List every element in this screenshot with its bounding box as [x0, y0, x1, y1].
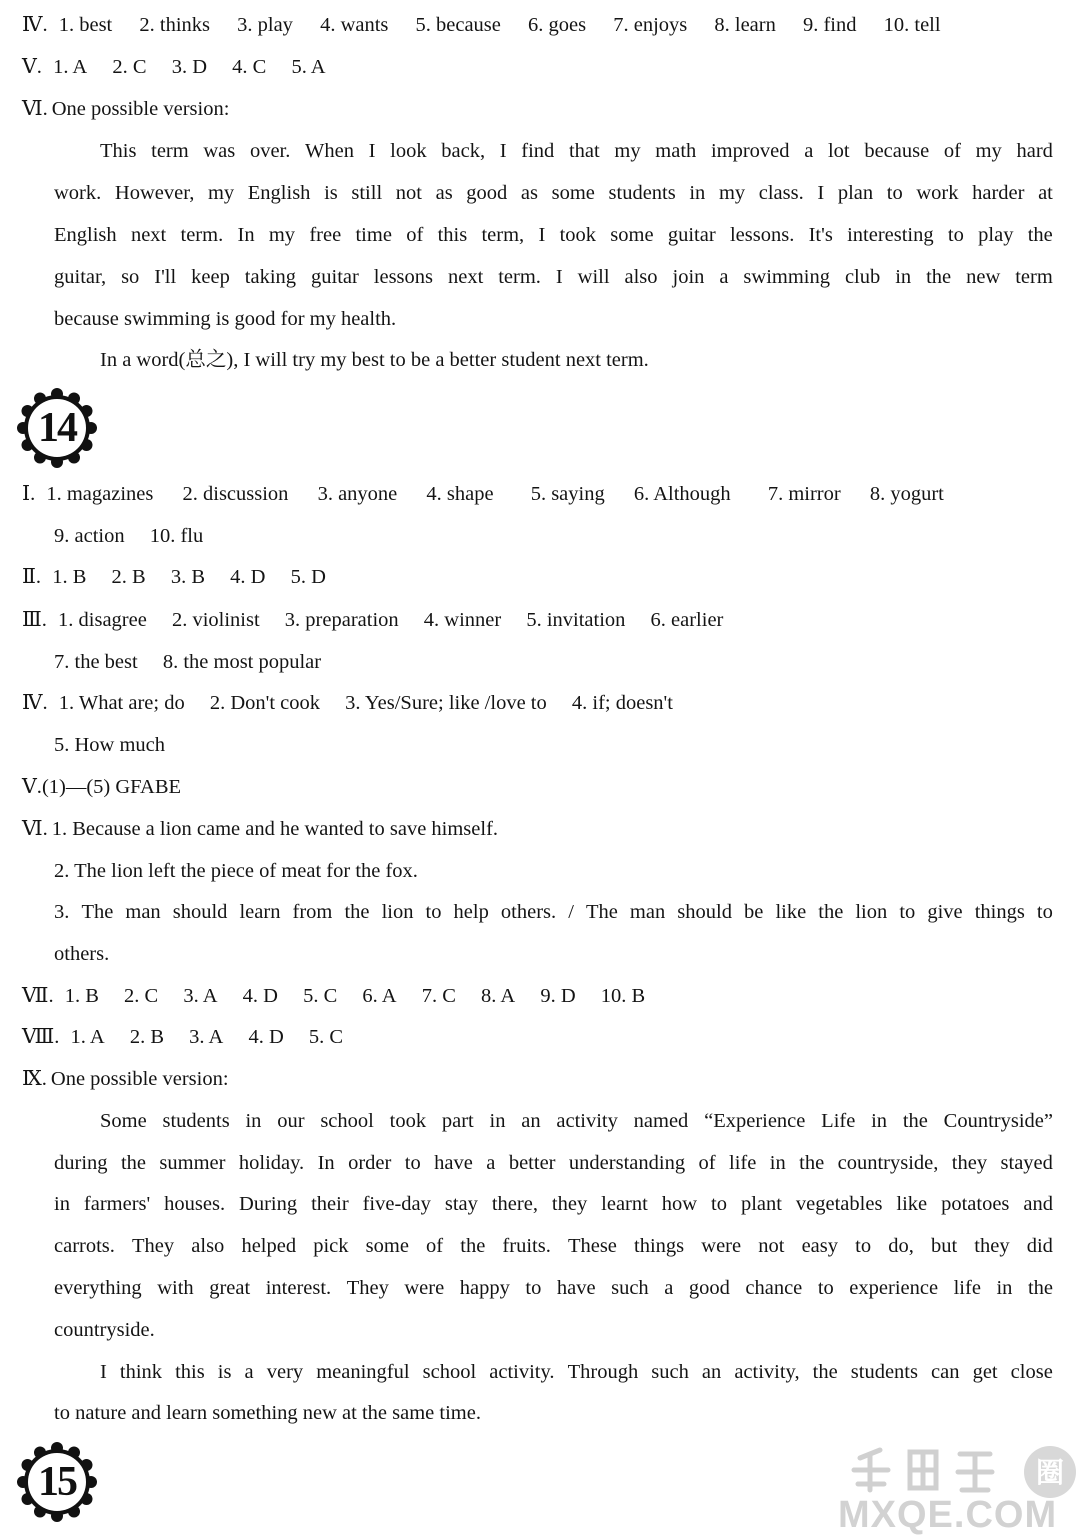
answer-row-14-v	[22, 773, 181, 801]
essay-line: carrots. They also helped pick some of the fruits. These things were not easy to do, but they did	[54, 1235, 1053, 1257]
answer-item: 2. The lion left the piece of meat for the fox.	[54, 860, 418, 882]
answer-item: 5. C	[303, 985, 338, 1007]
section-label: Ⅴ.	[22, 56, 42, 78]
answer-item: 4. C	[232, 56, 267, 78]
answer-item: 6. earlier	[650, 609, 724, 631]
answer-item: 6. Although	[633, 483, 731, 505]
answer-item: 5. D	[290, 566, 326, 588]
answer-row-14-vii	[22, 982, 645, 1010]
section-label: Ⅳ.	[22, 692, 48, 714]
answer-item: 4. shape	[426, 483, 494, 505]
section-label: Ⅶ.	[22, 985, 54, 1007]
essay-line: English next term. In my free time of this term, I took some guitar lessons. It's interesting to play the	[54, 224, 1053, 246]
answer-row-13-v	[22, 53, 326, 81]
essay-line: countryside.	[54, 1319, 155, 1341]
answer-item: 3. D	[171, 56, 207, 78]
answer-item: (1)—(5) GFABE	[41, 776, 182, 798]
unit-number-badge	[17, 1442, 97, 1522]
answer-item: 3. play	[237, 14, 293, 36]
section-label: Ⅴ.	[22, 776, 42, 798]
answer-item: others.	[54, 943, 110, 965]
answer-item: 1. best	[58, 14, 113, 36]
essay-line: This term was over. When I look back, I find that my math improved a lot because of my hard	[100, 140, 1053, 162]
answer-item: 2. C	[124, 985, 159, 1007]
answer-item: 5. invitation	[526, 609, 626, 631]
answer-item: 8. learn	[714, 14, 776, 36]
answer-item: 3. B	[170, 566, 205, 588]
essay-heading: One possible version:	[50, 1068, 229, 1090]
svg-text:圈: 圈	[1035, 1457, 1065, 1488]
answer-item: 2. thinks	[139, 14, 211, 36]
answer-item: 7. the best	[54, 651, 138, 673]
answer-item: 1. A	[70, 1026, 105, 1048]
section-label: Ⅱ.	[22, 566, 42, 588]
essay-line: I think this is a very meaningful school activity. Through such an activity, the students can get close	[100, 1361, 1053, 1383]
answer-item: 1. disagree	[58, 609, 147, 631]
answer-row-14-i	[22, 480, 944, 508]
essay-line: everything with great interest. They were happy to have such a good chance to experience life in the	[54, 1277, 1053, 1299]
essay-line: to nature and learn something new at the same time.	[54, 1402, 481, 1424]
answer-row-14-viii	[22, 1023, 343, 1051]
answer-item: 9. action	[54, 525, 125, 547]
answer-item: 1. What are; do	[58, 692, 185, 714]
section-label: Ⅳ.	[22, 14, 48, 36]
section-label: Ⅷ.	[22, 1026, 60, 1048]
answer-item: 5. because	[415, 14, 501, 36]
answer-item: 7. mirror	[767, 483, 841, 505]
answer-item: 7. C	[421, 985, 456, 1007]
answer-item: 8. A	[481, 985, 516, 1007]
answer-item: 3. Yes/Sure; like /love to	[345, 692, 547, 714]
answer-item: 3. preparation	[284, 609, 399, 631]
answer-item: 2. violinist	[171, 609, 260, 631]
answer-row-14-iii	[22, 606, 723, 634]
answer-item: 1. A	[53, 56, 88, 78]
essay-line: in farmers' houses. During their five-day stay there, they learnt how to plant vegetables like potatoes and	[54, 1193, 1053, 1215]
answer-item: 9. find	[802, 14, 857, 36]
answer-item: 4. D	[248, 1026, 284, 1048]
answer-row-14-iv-cont	[54, 731, 165, 759]
essay-heading: One possible version:	[51, 98, 230, 120]
answer-item: 8. the most popular	[162, 651, 322, 673]
answer-item: 7. enjoys	[613, 14, 688, 36]
answer-row-13-iv	[22, 11, 941, 39]
answer-item: 1. Because a lion came and he wanted to save himself.	[51, 818, 499, 840]
section-label: Ⅵ.	[22, 98, 48, 120]
answer-item: 3. anyone	[317, 483, 398, 505]
answer-row-14-iv	[22, 689, 673, 717]
answer-item: 5. C	[308, 1026, 344, 1048]
answer-row-14-ii	[22, 563, 326, 591]
essay-line: In a word(总之), I will try my best to be a better student next term.	[100, 349, 649, 371]
answer-item: 1. magazines	[46, 483, 154, 505]
answer-item: 2. discussion	[182, 483, 289, 505]
answer-item: 3. The man should learn from the lion to help others. / The man should be like the lion to give things to	[54, 901, 1053, 923]
answer-row-14-vi	[22, 815, 498, 843]
answer-item: 4. D	[242, 985, 278, 1007]
section-label: Ⅵ.	[22, 818, 48, 840]
essay-line: work. However, my English is still not as good as some students in my class. I plan to work harder at	[54, 182, 1053, 204]
answer-item: 2. C	[112, 56, 147, 78]
answer-item: 5. A	[291, 56, 326, 78]
essay-line: because swimming is good for my health.	[54, 308, 397, 330]
answer-item: 6. goes	[528, 14, 587, 36]
answer-item: 4. wants	[320, 14, 389, 36]
answer-item: 3. A	[189, 1026, 224, 1048]
answer-item: 4. if; doesn't	[571, 692, 673, 714]
answer-item: 10. tell	[883, 14, 941, 36]
essay-line: guitar, so I'll keep taking guitar lessons next term. I will also join a swimming club in the new term	[54, 266, 1053, 288]
answer-row-13-vi	[22, 95, 229, 123]
answer-item: 3. A	[183, 985, 218, 1007]
answer-item: 6. A	[362, 985, 397, 1007]
answer-item: 1. B	[52, 566, 87, 588]
essay-line: during the summer holiday. In order to have a better understanding of life in the countryside, they stayed	[54, 1152, 1053, 1174]
answer-item: 5. How much	[54, 734, 166, 756]
section-label: Ⅰ.	[22, 483, 36, 505]
unit-number-badge	[17, 388, 97, 468]
answer-item: 4. winner	[423, 609, 502, 631]
section-label: Ⅲ.	[22, 609, 47, 631]
answer-item: 8. yogurt	[869, 483, 944, 505]
essay-line: Some students in our school took part in an activity named “Experience Life in the Countryside”	[100, 1110, 1053, 1132]
answer-item: 5. saying	[530, 483, 605, 505]
answer-row-14-i-cont	[54, 522, 203, 550]
unit-number: 14	[38, 405, 76, 451]
answer-item: 2. B	[129, 1026, 165, 1048]
answer-row-14-iii-cont	[54, 648, 321, 676]
answer-item: 4. D	[230, 566, 266, 588]
answer-item: 10. flu	[149, 525, 204, 547]
unit-number: 15	[38, 1459, 76, 1505]
answer-item: 2. B	[111, 566, 146, 588]
answer-item: 10. B	[600, 985, 646, 1007]
answer-item: 9. D	[540, 985, 576, 1007]
section-label: Ⅸ.	[22, 1068, 47, 1090]
answer-row-14-ix	[22, 1065, 229, 1093]
answer-item: 1. B	[64, 985, 99, 1007]
answer-item: 2. Don't cook	[209, 692, 321, 714]
watermark-url: MXQE.COM	[838, 1494, 1058, 1536]
